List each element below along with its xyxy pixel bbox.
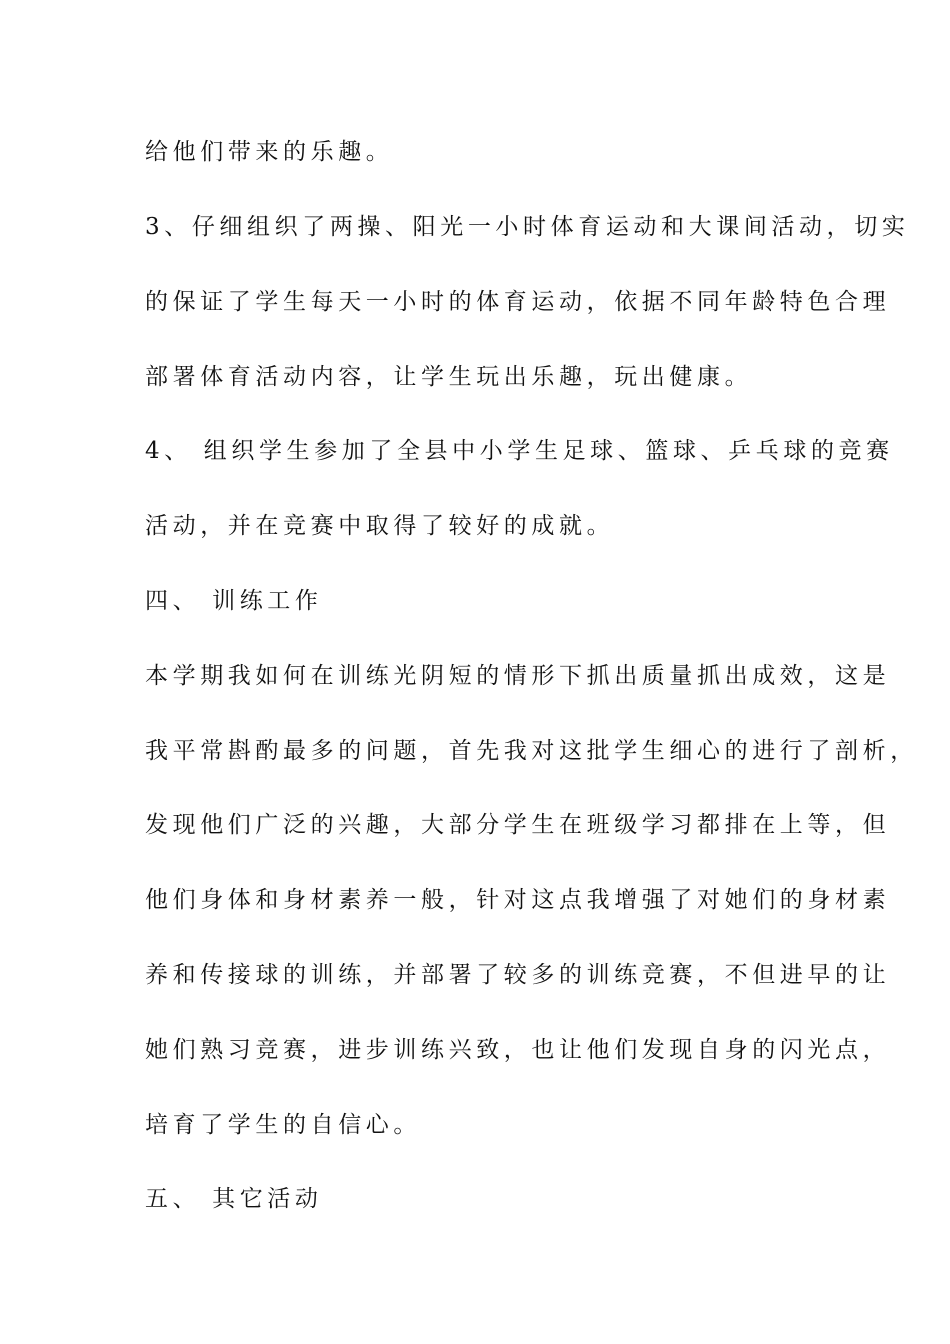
- text-line-10: 发现他们广泛的兴趣，大部分学生在班级学习都排在上等，但: [145, 812, 891, 838]
- section-heading-5: 五、 其它活动: [145, 1186, 323, 1212]
- text-line-12: 养和传接球的训练，并部署了较多的训练竞赛，不但进早的让: [145, 962, 891, 988]
- text-line-9: 我平常斟酌最多的问题，首先我对这批学生细心的进行了剖析，: [145, 738, 918, 764]
- text-line-3: 的保证了学生每天一小时的体育运动，依据不同年龄特色合理: [145, 289, 891, 315]
- text-line-13: 她们熟习竞赛，进步训练兴致，也让他们发现自身的闪光点，: [145, 1037, 891, 1063]
- text-line-11: 他们身体和身材素养一般，针对这点我增强了对她们的身材素: [145, 887, 891, 913]
- text-line-8: 本学期我如何在训练光阴短的情形下抓出质量抓出成效，这是: [145, 663, 891, 689]
- text-line-4: 部署体育活动内容，让学生玩出乐趣，玩出健康。: [145, 364, 753, 390]
- text-line-6: 活动，并在竞赛中取得了较好的成就。: [145, 513, 615, 539]
- text-line-1: 给他们带来的乐趣。: [145, 139, 394, 165]
- section-heading-4: 四、 训练工作: [145, 588, 323, 614]
- text-line-2: 3、仔细组织了两操、阳光一小时体育运动和大课间活动，切实: [145, 214, 910, 240]
- text-line-5: 4、 组织学生参加了全县中小学生足球、篮球、乒乓球的竞赛: [145, 438, 894, 464]
- text-line-14: 培育了学生的自信心。: [145, 1112, 421, 1138]
